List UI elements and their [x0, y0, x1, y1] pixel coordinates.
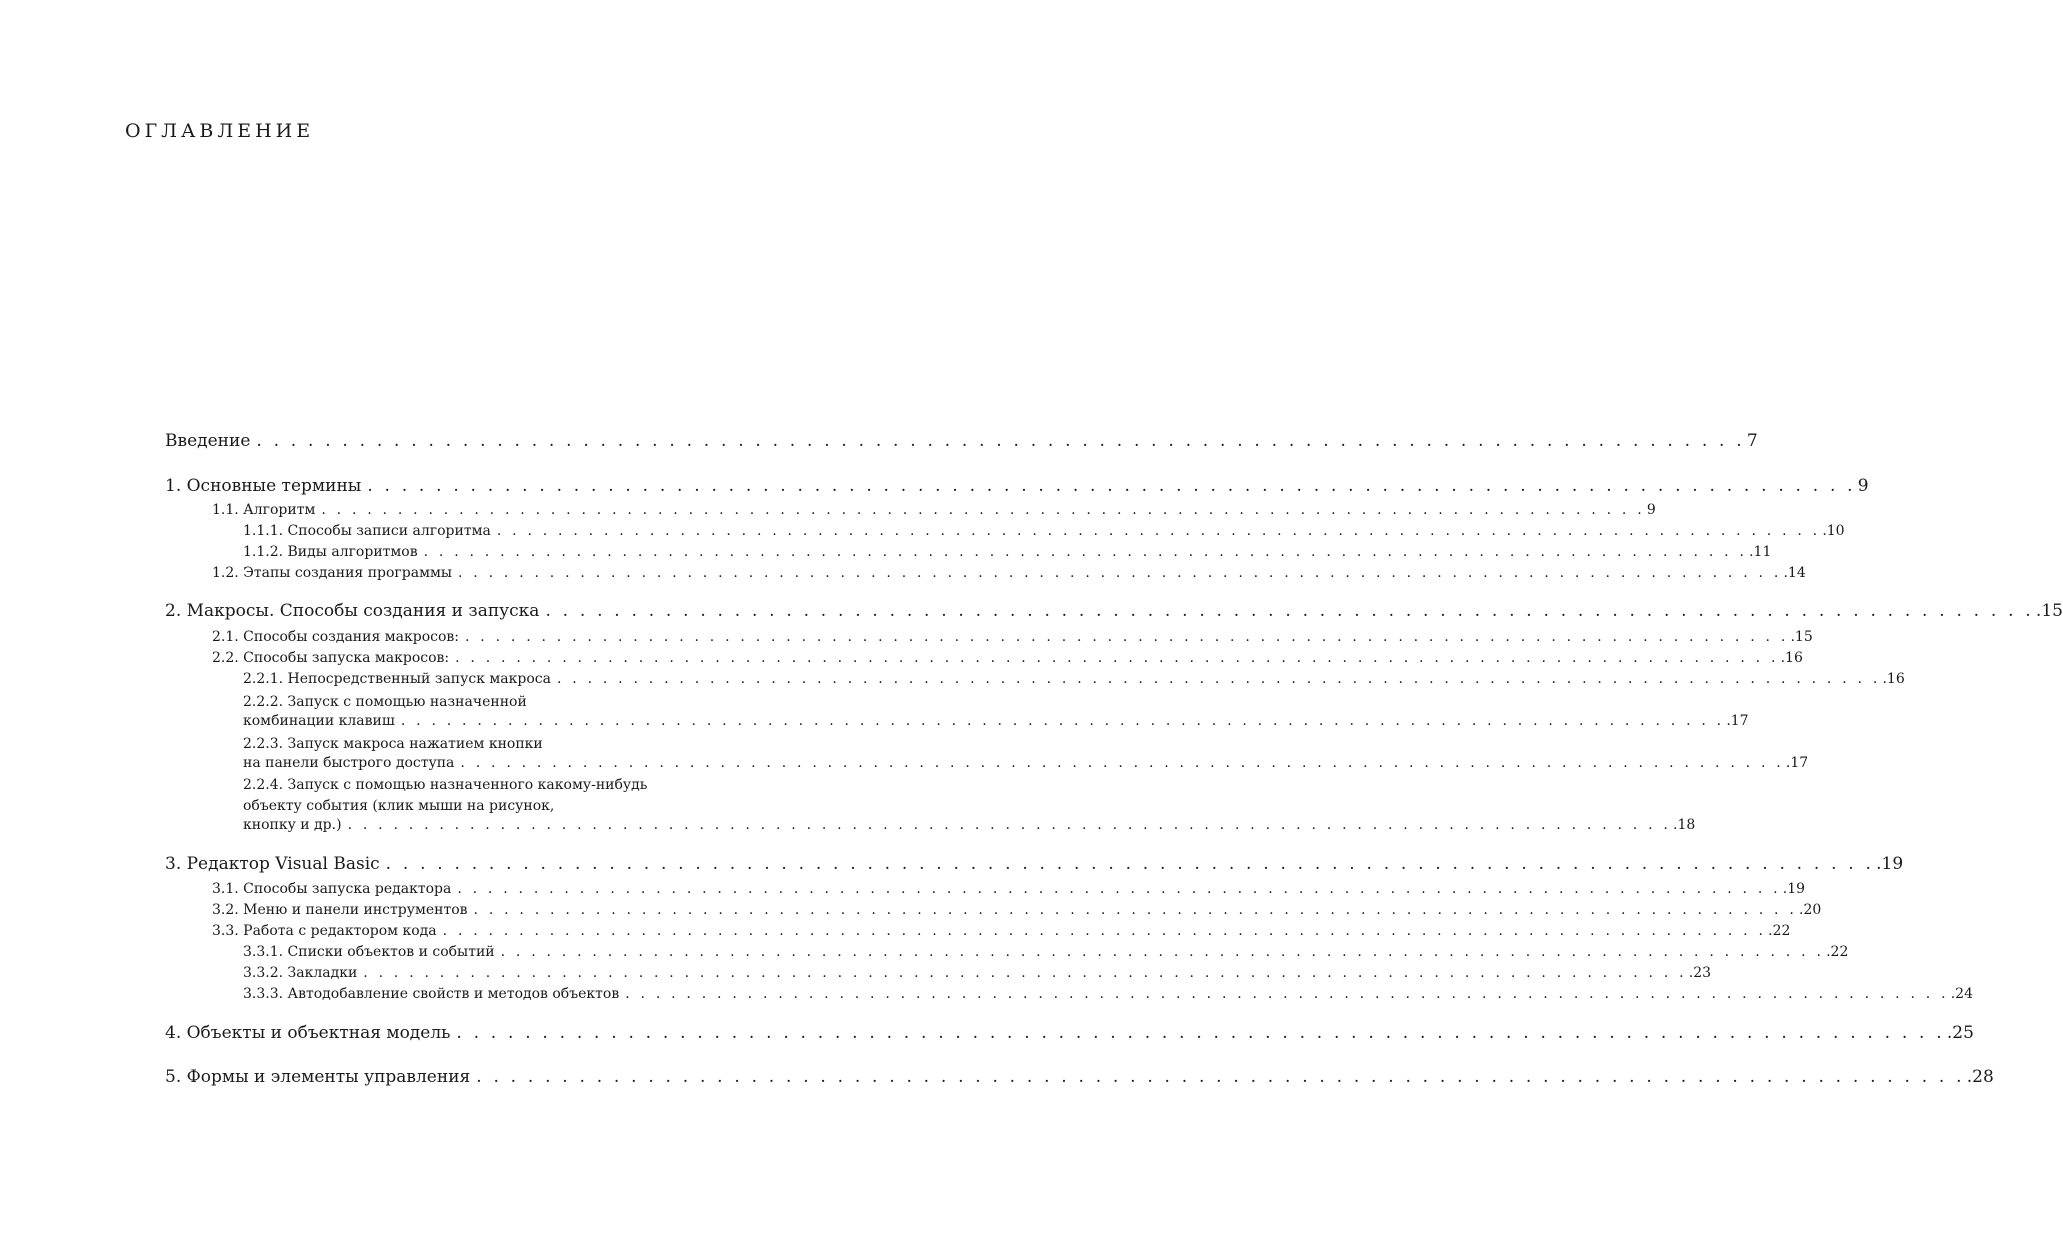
toc-entry-3-2[interactable] [212, 902, 1822, 918]
toc-leader: . . . . . . . . . . . . . . . . . . . . . . . . . . . . . . . . . . . . . . . . . . . . . . . . . . . . . . . . . . . . . . . . . . . . . . . . . . . . . . . . . . . . . . . [473, 902, 1797, 918]
toc-leader: . . . . . . . . . . . . . . . . . . . . . . . . . . . . . . . . . . . . . . . . . . . . . . . . . . . . . . . . . . . . . . . . . . . . . . . . . . . . . . . . . . . . . . . [321, 502, 1645, 518]
toc-label-continued: объекту события (клик мыши на рисунок, [243, 798, 555, 814]
toc-page-number: .16 [1780, 650, 1803, 666]
toc-leader: . . . . . . . . . . . . . . . . . . . . . . . . . . . . . . . . . . . . . . . . . . . . . . . . . . . . . . . . . . . . . . . . . . . . . . . . . . . . . . . . . . . . . . . [400, 713, 1725, 729]
toc-entry-2-2-4[interactable] [243, 775, 1696, 833]
toc-leader: . . . . . . . . . . . . . . . . . . . . . . . . . . . . . . . . . . . . . . . . . . . . . . . . . . . . . . . . . . . . . . . . . . . . . . . . . . . . . . . . . . . . . . . [385, 854, 1875, 874]
toc-entry-chapter-5[interactable] [165, 1067, 1994, 1087]
toc-entry-3-3[interactable] [212, 923, 1791, 939]
toc-leader: . . . . . . . . . . . . . . . . . . . . . . . . . . . . . . . . . . . . . . . . . . . . . . . . . . . . . . . . . . . . . . . . . . . . . . . . . . . . . . . . . . . . . . . [496, 523, 1821, 539]
toc-page-number: .17 [1726, 713, 1749, 729]
toc-entry-2-2-2[interactable] [243, 692, 1749, 729]
toc-leader: . . . . . . . . . . . . . . . . . . . . . . . . . . . . . . . . . . . . . . . . . . . . . . . . . . . . . . . . . . . . . . . . . . . . . . . . . . . . . . . . . . . . . . . [423, 544, 1748, 560]
toc-leader: . . . . . . . . . . . . . . . . . . . . . . . . . . . . . . . . . . . . . . . . . . . . . . . . . . . . . . . . . . . . . . . . . . . . . . . . . . . . . . . . . . . . . . . [458, 565, 1782, 581]
toc-label: 5. Формы и элементы управления [165, 1067, 471, 1087]
toc-page-number: .20 [1799, 902, 1822, 918]
toc-leader: . . . . . . . . . . . . . . . . . . . . . . . . . . . . . . . . . . . . . . . . . . . . . . . . . . . . . . . . . . . . . . . . . . . . . . . . . . . . . . . . . . . . . . . [625, 986, 1949, 1002]
toc-entry-2-2-1[interactable] [243, 671, 1905, 687]
toc-page-number: .23 [1688, 965, 1712, 981]
toc-page-number: 9 [1857, 476, 1869, 496]
toc-label: Введение [165, 431, 251, 451]
toc-entry-chapter-2[interactable] [165, 601, 2063, 621]
toc-label: 1. Основные термины [165, 476, 362, 496]
toc-label: 2.1. Способы создания макросов: [212, 629, 459, 645]
toc-page-number: .22 [1826, 944, 1849, 960]
toc-page-number: .15 [1790, 629, 1813, 645]
toc-page-number: .11 [1749, 544, 1772, 560]
toc-label: 3.3.3. Автодобавление свойств и методов объектов [243, 986, 620, 1002]
toc-label-continued: 2.2.3. Запуск макроса нажатием кнопки [243, 736, 543, 752]
toc-label: кнопку и др.) [243, 817, 342, 833]
toc-leader: . . . . . . . . . . . . . . . . . . . . . . . . . . . . . . . . . . . . . . . . . . . . . . . . . . . . . . . . . . . . . . . . . . . . . . . . . . . . . . . . . . . . . . . [256, 431, 1745, 451]
toc-entry-2-1[interactable] [212, 629, 1813, 645]
toc-label: комбинации клавиш [243, 713, 395, 729]
toc-page-number: .24 [1950, 986, 1973, 1002]
toc-label-continued: 2.2.4. Запуск с помощью назначенного какому-нибудь [243, 777, 648, 793]
toc-entry-chapter-4[interactable] [165, 1023, 1974, 1043]
toc-page-number: .10 [1822, 523, 1845, 539]
toc-page-number: .18 [1673, 817, 1696, 833]
toc-leader: . . . . . . . . . . . . . . . . . . . . . . . . . . . . . . . . . . . . . . . . . . . . . . . . . . . . . . . . . . . . . . . . . . . . . . . . . . . . . . . . . . . . . . . [455, 650, 1779, 666]
toc-leader: . . . . . . . . . . . . . . . . . . . . . . . . . . . . . . . . . . . . . . . . . . . . . . . . . . . . . . . . . . . . . . . . . . . . . . . . . . . . . . . . . . . . . . . [465, 629, 1789, 645]
toc-label: 4. Объекты и объектная модель [165, 1023, 451, 1043]
page-title: ОГЛАВЛЕНИЕ [125, 120, 315, 142]
toc-leader: . . . . . . . . . . . . . . . . . . . . . . . . . . . . . . . . . . . . . . . . . . . . . . . . . . . . . . . . . . . . . . . . . . . . . . . . . . . . . . . . . . . . . . . [456, 1023, 1945, 1043]
toc-label: 1.1. Алгоритм [212, 502, 316, 518]
toc-entry-3-3-2[interactable] [243, 965, 1712, 981]
toc-label: 3.3.1. Списки объектов и событий [243, 944, 495, 960]
toc-entry-chapter-1[interactable] [165, 476, 1869, 496]
toc-label: 3.2. Меню и панели инструментов [212, 902, 468, 918]
toc-entry-1-1-1[interactable] [243, 523, 1845, 539]
toc-leader: . . . . . . . . . . . . . . . . . . . . . . . . . . . . . . . . . . . . . . . . . . . . . . . . . . . . . . . . . . . . . . . . . . . . . . . . . . . . . . . . . . . . . . . [545, 601, 2034, 621]
toc-leader: . . . . . . . . . . . . . . . . . . . . . . . . . . . . . . . . . . . . . . . . . . . . . . . . . . . . . . . . . . . . . . . . . . . . . . . . . . . . . . . . . . . . . . . [347, 817, 1672, 833]
toc-label: 3.3. Работа с редактором кода [212, 923, 437, 939]
toc-leader: . . . . . . . . . . . . . . . . . . . . . . . . . . . . . . . . . . . . . . . . . . . . . . . . . . . . . . . . . . . . . . . . . . . . . . . . . . . . . . . . . . . . . . . [442, 923, 1767, 939]
toc-entry-1-1-2[interactable] [243, 544, 1772, 560]
toc-entry-1-1[interactable] [212, 502, 1656, 518]
toc-label: 1.1.2. Виды алгоритмов [243, 544, 418, 560]
toc-leader: . . . . . . . . . . . . . . . . . . . . . . . . . . . . . . . . . . . . . . . . . . . . . . . . . . . . . . . . . . . . . . . . . . . . . . . . . . . . . . . . . . . . . . . [367, 476, 1856, 496]
toc-label: 3. Редактор Visual Basic [165, 854, 380, 874]
toc-entry-2-2[interactable] [212, 650, 1803, 666]
toc-entry-introduction[interactable] [165, 431, 1758, 451]
toc-label: 3.3.2. Закладки [243, 965, 358, 981]
toc-entry-3-1[interactable] [212, 881, 1806, 897]
toc-leader: . . . . . . . . . . . . . . . . . . . . . . . . . . . . . . . . . . . . . . . . . . . . . . . . . . . . . . . . . . . . . . . . . . . . . . . . . . . . . . . . . . . . . . . [476, 1067, 1965, 1087]
toc-page-number: .19 [1782, 881, 1806, 897]
toc-leader: . . . . . . . . . . . . . . . . . . . . . . . . . . . . . . . . . . . . . . . . . . . . . . . . . . . . . . . . . . . . . . . . . . . . . . . . . . . . . . . . . . . . . . . [556, 671, 1881, 687]
toc-label: 1.2. Этапы создания программы [212, 565, 452, 581]
toc-page-number: 7 [1746, 431, 1758, 451]
toc-entry-3-3-1[interactable] [243, 944, 1849, 960]
toc-page-number: .19 [1876, 854, 1904, 874]
toc-page-number: .28 [1966, 1067, 1994, 1087]
toc-label: на панели быстрого доступа [243, 755, 455, 771]
toc-entry-2-2-3[interactable] [243, 734, 1809, 771]
toc-entry-1-2[interactable] [212, 565, 1806, 581]
toc-page-number: .22 [1768, 923, 1791, 939]
toc-page-number: 9 [1646, 502, 1656, 518]
toc-label: 2.2.1. Непосредственный запуск макроса [243, 671, 551, 687]
toc-leader: . . . . . . . . . . . . . . . . . . . . . . . . . . . . . . . . . . . . . . . . . . . . . . . . . . . . . . . . . . . . . . . . . . . . . . . . . . . . . . . . . . . . . . . [500, 944, 1825, 960]
toc-label: 1.1.1. Способы записи алгоритма [243, 523, 491, 539]
toc-page-number: .15 [2035, 601, 2063, 621]
toc-label: 3.1. Способы запуска редактора [212, 881, 452, 897]
toc-entry-3-3-3[interactable] [243, 986, 1973, 1002]
toc-page-number: .17 [1785, 755, 1809, 771]
toc-entry-chapter-3[interactable] [165, 854, 1904, 874]
toc-page-number: .16 [1882, 671, 1905, 687]
toc-page-number: .14 [1783, 565, 1806, 581]
toc-leader: . . . . . . . . . . . . . . . . . . . . . . . . . . . . . . . . . . . . . . . . . . . . . . . . . . . . . . . . . . . . . . . . . . . . . . . . . . . . . . . . . . . . . . . [457, 881, 1781, 897]
toc-page-number: .25 [1946, 1023, 1974, 1043]
toc-leader: . . . . . . . . . . . . . . . . . . . . . . . . . . . . . . . . . . . . . . . . . . . . . . . . . . . . . . . . . . . . . . . . . . . . . . . . . . . . . . . . . . . . . . . [460, 755, 1784, 771]
toc-label: 2.2. Способы запуска макросов: [212, 650, 450, 666]
toc-label: 2. Макросы. Способы создания и запуска [165, 601, 540, 621]
toc-label-continued: 2.2.2. Запуск с помощью назначенной [243, 694, 527, 710]
toc-leader: . . . . . . . . . . . . . . . . . . . . . . . . . . . . . . . . . . . . . . . . . . . . . . . . . . . . . . . . . . . . . . . . . . . . . . . . . . . . . . . . . . . . . . . [363, 965, 1687, 981]
